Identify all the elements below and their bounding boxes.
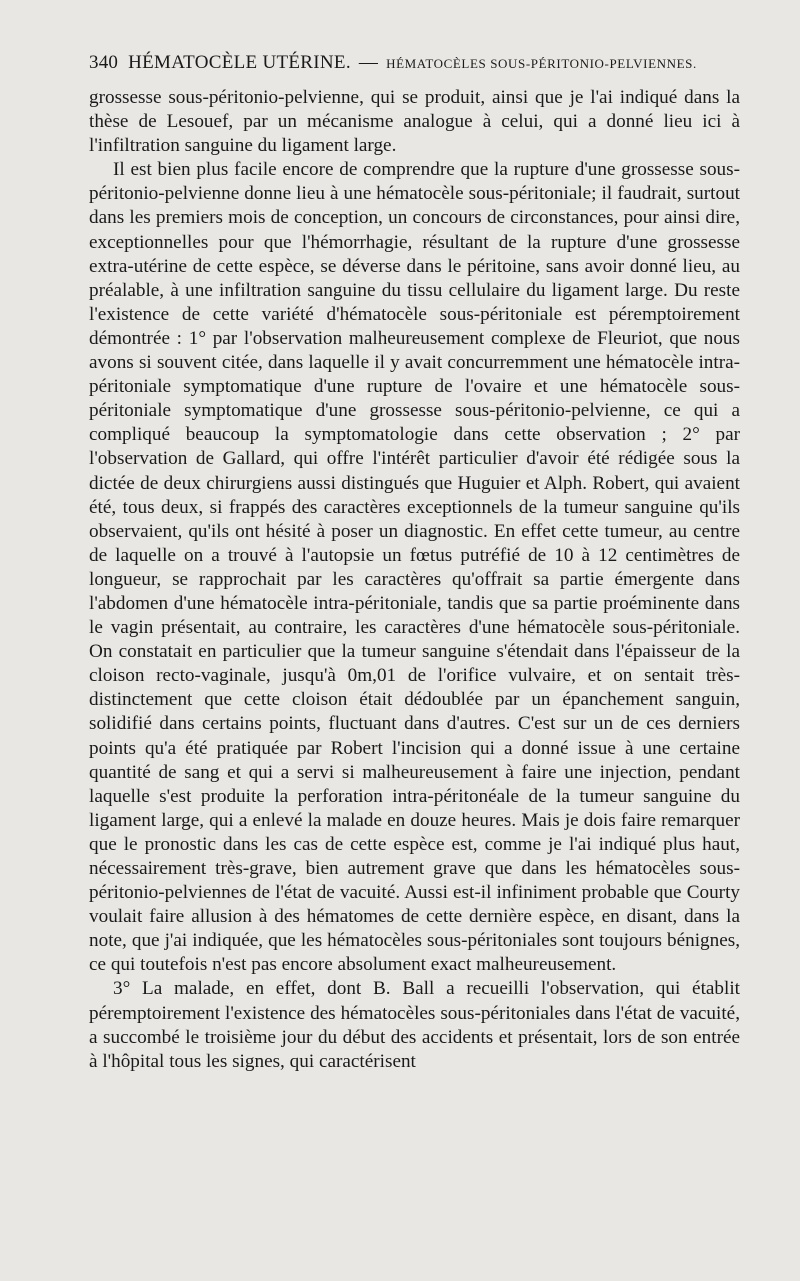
paragraph: grossesse sous-péritonio-pelvienne, qui se produit, ainsi que je l'ai indiqué dans la thèse de Lesouef, par un mécanisme analogue à celui, qui a donné lieu ici à l'infiltration sanguine du ligament large. [89, 87, 740, 157]
page-number: 340 [89, 52, 119, 73]
header-separator: — [358, 52, 379, 73]
running-header [89, 52, 740, 86]
paragraph: 3° La malade, en effet, dont B. Ball a recueilli l'observation, qui établit péremptoirement l'existence des hématocèles sous-péritoniales dans l'état de vacuité, a succombé le troisième jour du début des accidents et présentait, lors de son entrée à l'hôpital tous les signes, qui caractérisent [89, 978, 740, 1072]
paragraph: Il est bien plus facile encore de comprendre que la rupture d'une grossesse sous-péritonio-pelvienne donne lieu à une hématocèle sous-péritoniale; il faudrait, surtout dans les premiers mois de conception, un concours de circonstances, pour ainsi dire, exceptionnelles pour que l'hémorrhagie, résultant de la rupture d'une grossesse extra-utérine de cette espèce, se déverse dans le péritoine, sans avoir donné lieu, au préalable, à une infiltration sanguine du tissu cellulaire du ligament large. Du reste l'existence de cette variété d'hématocèle sous-péritoniale est péremptoirement démontrée : 1° par l'observation malheureusement complexe de Fleuriot, que nous avons si souvent citée, dans laquelle il y avait concurremment une hématocèle intra-péritoniale symptomatique d'une rupture de l'ovaire et une hématocèle sous-péritoniale symptomatique d'une grossesse sous-péritonio-pelvienne, ce qui a compliqué beaucoup la symptomatologie dans cette observation ; 2° par l'observation de Gallard, qui offre l'intérêt particulier d'avoir été rédigée sous la dictée de deux chirurgiens aussi distingués que Huguier et Alph. Robert, qui avaient été, tous deux, si frappés des caractères exceptionnels de la tumeur sanguine qu'ils observaient, qu'ils ont hésité à poser un diagnostic. En effet cette tumeur, au centre de laquelle on a trouvé à l'autopsie un fœtus putréfié de 10 à 12 centimètres de longueur, se rapprochait par les caractères qu'offrait sa partie émergente dans l'abdomen d'une hématocèle intra-péritoniale, tandis que sa partie proéminente dans le vagin présentait, au contraire, les caractères d'une hématocèle sous-péritoniale. On constatait en particulier que la tumeur sanguine s'étendait dans l'épaisseur de la cloison recto-vaginale, jusqu'à 0m,01 de l'orifice vulvaire, et on sentait très-distinctement que cette cloison était dédoublée par un épanchement sanguin, solidifié dans certains points, fluctuant dans d'autres. C'est sur un de ces derniers points qu'a été pratiquée par Robert l'incision qui a donné issue à une certaine quantité de sang et qui a servi si malheureusement à faire une injection, pendant laquelle s'est produite la perforation intra-péritonéale de la tumeur sanguine du ligament large, qui a enlevé la malade en douze heures. Mais je dois faire remarquer que le pronostic dans les cas de cette espèce est, comme je l'ai indiqué plus haut, nécessairement très-grave, bien autrement grave que dans les hématocèles sous-péritonio-pelviennes de l'état de vacuité. Aussi est-il infiniment probable que Courty voulait faire allusion à des hématomes de cette dernière espèce, en disant, dans la note, que j'ai indiquée, que les hématocèles sous-péritoniales sont toujours bénignes, ce qui toutefois n'est pas encore absolument exact malheureusement. [89, 159, 740, 976]
running-subtitle: HÉMATOCÈLES SOUS-PÉRITONIO-PELVIENNES. [386, 56, 697, 71]
body-text [89, 86, 740, 1074]
running-title: HÉMATOCÈLE UTÉRINE. [128, 52, 351, 73]
